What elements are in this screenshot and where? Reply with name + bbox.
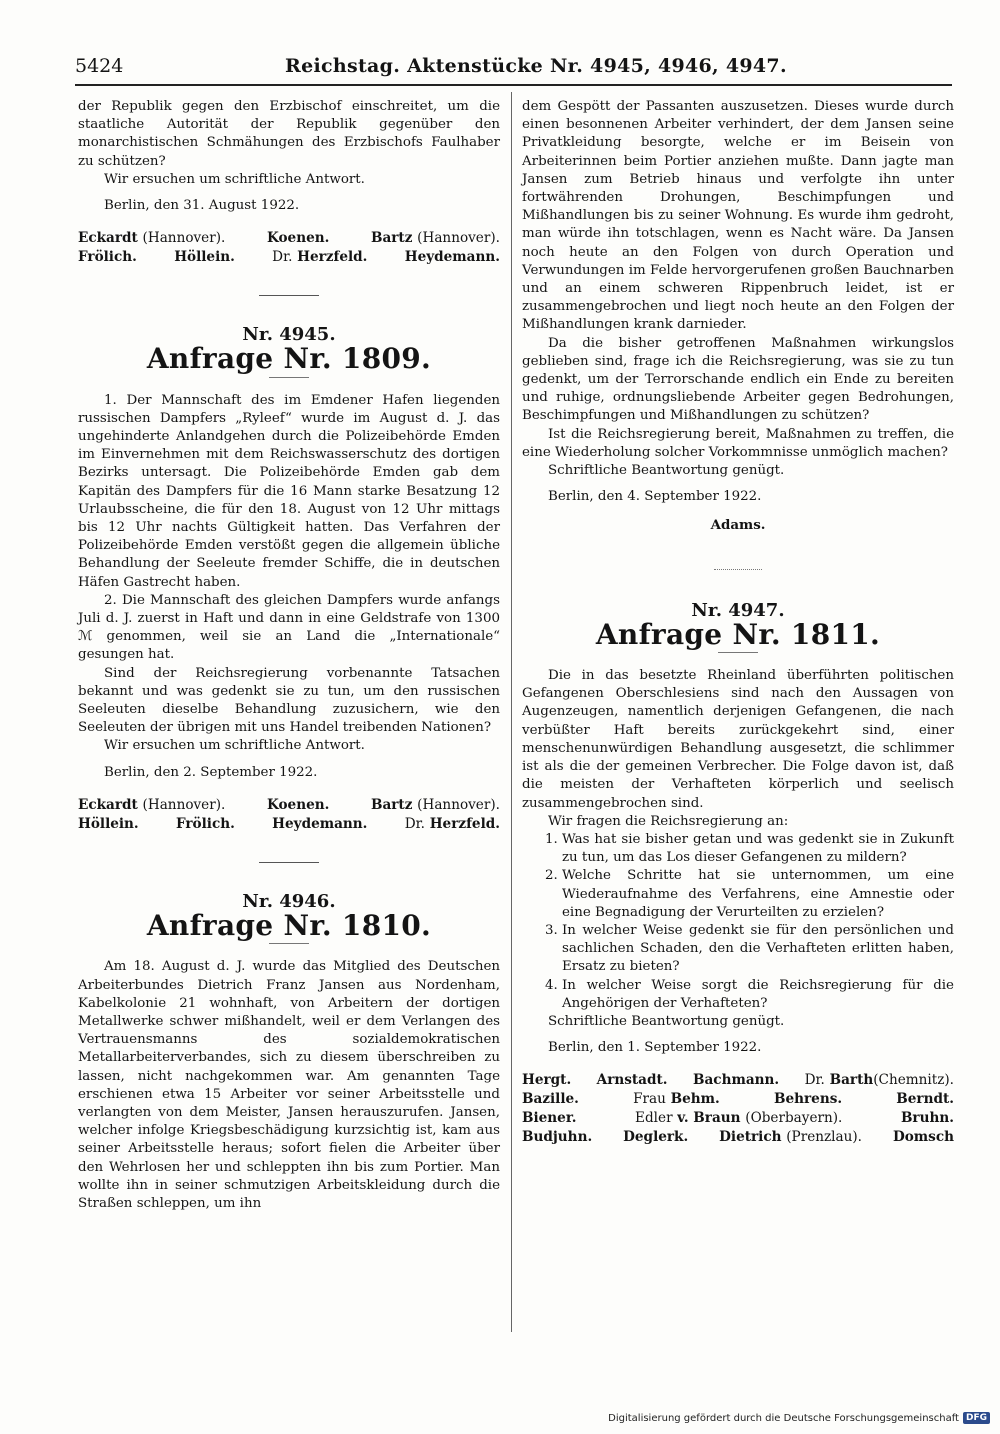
question-item: 1. Was hat sie bisher getan und was gedenkt sie in Zukunft zu tun, um das Los dieser Gefangenen zu mildern?	[562, 831, 954, 867]
paragraph: Die in das besetzte Rheinland überführten politischen Gefangenen Oberschlesiens sind nach den Aussagen von Augenzeugen, namentlich derjenigen Gefangenen, die nach verbüßter Haft bereits zurückgekehrt sind, einer menschenunwürdigen Behandlung ausgesetzt, die schlimmer ist als die der gemeinen Verbrecher. Die Folge davon ist, daß die meisten der Verhafteten körperlich und seelisch zusammengebrochen sind.	[522, 668, 954, 811]
signer-row: Höllein. Frölich. Heydemann. Dr. Herzfeld.	[78, 815, 500, 832]
answer-request: Wir ersuchen um schriftliche Antwort.	[104, 171, 365, 187]
digitization-footer	[608, 1412, 990, 1424]
date-line: Berlin, den 1. September 1922.	[548, 1040, 762, 1056]
right-column	[522, 98, 954, 1147]
date-line: Berlin, den 4. September 1922.	[548, 489, 762, 505]
column-divider	[511, 92, 512, 1332]
signatory: Adams.	[710, 517, 766, 534]
question-item: 3. In welcher Weise gedenkt sie für den persönlichen und sachlichen Schaden, den die Verhafteten erlitten haben, Ersatz zu bieten?	[562, 922, 954, 977]
page-header	[75, 55, 952, 85]
signer-row: Hergt. Arnstadt. Bachmann. Dr. Barth(Chemnitz).	[522, 1072, 954, 1089]
paragraph: Ist die Reichsregierung bereit, Maßnahmen zu treffen, die eine Wiederholung solcher Vorkommnisse unmöglich machen?	[522, 426, 954, 460]
section-separator	[714, 569, 762, 570]
running-title: Reichstag. Aktenstücke Nr. 4945, 4946, 4947.	[285, 55, 787, 77]
signatories	[78, 229, 500, 267]
paragraph: Am 18. August d. J. wurde das Mitglied des Deutschen Arbeiterbundes Dietrich Franz Jansen aus Nordenham, Kabelkolonie 21 wohnhaft, von Arbeitern der dortigen Metallwerke schwer mißhandelt, weil er dem Verlangen des Vertrauensmanns des sozialdemokratischen Metallarbeiterverbandes, sich zu diesem überschreiben zu lassen, nicht nachgekommen war. Am genannten Tage erschienen etwa 15 Arbeiter vor seiner Arbeitsstelle und verlangten von dem Meister, Jansen herauszurufen. Jansen, welcher infolge Kriegsbeschädigung kurzsichtig ist, kam aus seiner Arbeitsstelle heraus; sofort fielen die Arbeiter über den Wehrlosen her und schleppten ihn bis zum Portier. Man wollte ihn in seiner schmutzigen Arbeitskleidung durch die Straßen schleppen, um ihn	[78, 959, 500, 1211]
paragraph: 1. Der Mannschaft des im Emdener Hafen liegenden russischen Dampfers „Ryleef“ wurde im August d. J. das ungehinderte Anlandgehen durch die Polizeibehörde Emden im Einvernehmen mit dem Reichswasserschutz des dortigen Bezirks untersagt. Die Polizeibehörde Emden gab dem Kapitän des Dampfers für die 16 Mann starke Besatzung 12 Urlaubsscheine, die für den 18. August von 12 Uhr mittags bis 12 Uhr nachts Gültigkeit hatten. Das Verfahren der Polizeibehörde Emden verstößt gegen die allgemein übliche Behandlung der Seeleute fremder Schiffe, die in deutschen Häfen Gastrecht haben.	[78, 392, 500, 590]
question-intro: Wir fragen die Reichsregierung an:	[548, 813, 789, 829]
signer-row: Bazille. Frau Behm. Behrens. Berndt.	[522, 1091, 954, 1108]
paragraph: 2. Die Mannschaft des gleichen Dampfers wurde anfangs Juli d. J. zuerst in Haft und dann in eine Geldstrafe von 1300 ℳ genommen, weil sie an Land die „Internationale“ gesungen hat.	[78, 592, 500, 663]
signer-row: Budjuhn. Deglerk. Dietrich (Prenzlau). Domsch	[522, 1129, 954, 1146]
paragraph: Da die bisher getroffenen Maßnahmen wirkungslos geblieben sind, frage ich die Reichsregierung, was sie zu tun gedenkt, um der Terrorschande endlich ein Ende zu bereiten und ruhige, ordnungsliebende Arbeiter gegen Bedrohungen, Beschimpfungen und Mißhandlungen zu schützen?	[522, 335, 954, 424]
continued-paragraph: der Republik gegen den Erzbischof einschreitet, um die staatliche Autorität der Republik gegenüber den monarchistischen Schmähungen des Erzbischofs Faulhaber zu schützen?	[78, 99, 500, 169]
left-column	[78, 98, 500, 1213]
signatories	[78, 796, 500, 834]
answer-request: Schriftliche Beantwortung genügt.	[548, 1013, 785, 1029]
section-separator	[259, 295, 319, 296]
document-number: Nr. 4947.	[691, 599, 785, 621]
paragraph: Sind der Reichsregierung vorbenannte Tatsachen bekannt und was gedenkt sie zu tun, um den russischen Seeleuten dieselbe Behandlung zuzusichern, wie den Seeleuten der übrigen mit uns Handel treibenden Nationen?	[78, 665, 500, 736]
document-number: Nr. 4946.	[242, 890, 336, 912]
inquiry-title: Anfrage Nr. 1809.	[146, 342, 432, 376]
document-number: Nr. 4945.	[242, 324, 336, 346]
header-rule	[75, 84, 952, 86]
question-item: 4. In welcher Weise sorgt die Reichsregierung für die Angehörigen der Verhafteten?	[562, 977, 954, 1013]
date-line: Berlin, den 31. August 1922.	[104, 198, 300, 214]
inquiry-title: Anfrage Nr. 1810.	[146, 909, 432, 943]
signer-row: Eckardt (Hannover). Koenen. Bartz (Hannover).	[78, 230, 500, 247]
signer-row: Frölich. Höllein. Dr. Herzfeld. Heydemann.	[78, 249, 500, 266]
signer-row: Biener. Edler v. Braun (Oberbayern). Bruhn.	[522, 1110, 954, 1127]
signatories	[522, 1071, 954, 1147]
question-item: 2. Welche Schritte hat sie unternommen, um eine Wiederaufnahme des Verfahrens, eine Amnestie oder eine Begnadigung der Verurteilten zu erzielen?	[562, 867, 954, 922]
answer-request: Schriftliche Beantwortung genügt.	[548, 463, 785, 479]
question-list	[522, 831, 954, 1013]
continued-paragraph: dem Gespött der Passanten auszusetzen. Dieses wurde durch einen besonnenen Arbeiter verhindert, der dem Jansen seine Privatkleidung besorgte, welche er im Beisein von Arbeiterinnen beim Portier anziehen mußte. Dann jagte man Jansen zum Betrieb hinaus und verfolgte ihn unter fortwährenden Drohungen, Beschimpfungen und Mißhandlungen bis zu seiner Wohnung. Es wurde ihm gedroht, man würde ihn totschlagen, wenn es Nacht wäre. Da Jansen noch heute an den Folgen von durch Operation und Verwundungen im Felde hervorgerufenen großen Bauchnarben und an einem schweren Rippenbruch leidet, ist er zusammengebrochen und liegt noch heute an den Folgen der Mißhandlungen krank darnieder.	[522, 99, 954, 333]
funding-note: Digitalisierung gefördert durch die Deutsche Forschungsgemeinschaft	[608, 1412, 959, 1424]
date-line: Berlin, den 2. September 1922.	[104, 764, 318, 780]
dfg-logo-icon: DFG	[963, 1412, 990, 1424]
page-number: 5424	[75, 55, 124, 77]
inquiry-title: Anfrage Nr. 1811.	[595, 617, 881, 651]
answer-request: Wir ersuchen um schriftliche Antwort.	[104, 738, 365, 754]
signer-row: Eckardt (Hannover). Koenen. Bartz (Hannover).	[78, 796, 500, 813]
section-separator	[259, 862, 319, 863]
